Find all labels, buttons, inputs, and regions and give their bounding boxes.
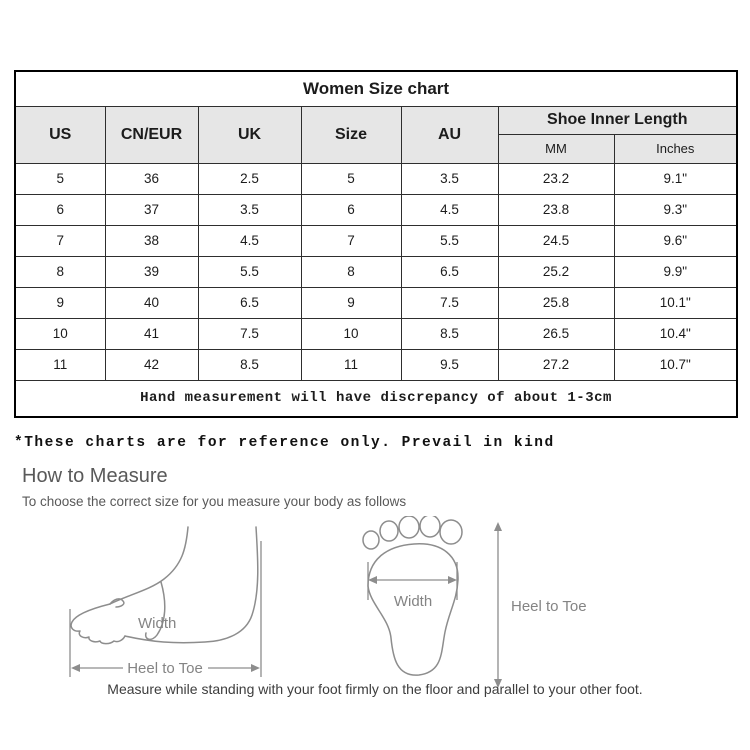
- toe-3: [399, 516, 419, 538]
- col-header-inches: Inches: [614, 134, 737, 163]
- table-cell: 6.5: [198, 287, 301, 318]
- table-row: [15, 287, 737, 318]
- col-header-cneur: CN/EUR: [105, 106, 198, 163]
- table-cell: 10: [15, 318, 105, 349]
- table-cell: 9.9": [614, 256, 737, 287]
- table-cell: 11: [15, 349, 105, 380]
- measure-instruction-caption: Measure while standing with your foot firmly on the floor and parallel to your other foot.: [107, 681, 643, 697]
- size-chart-table: [14, 70, 738, 418]
- table-cell: 9.1": [614, 163, 737, 194]
- col-header-uk: UK: [198, 106, 301, 163]
- col-header-size: Size: [301, 106, 401, 163]
- toe-4: [420, 516, 440, 537]
- table-cell: 26.5: [498, 318, 614, 349]
- table-cell: 5.5: [401, 225, 498, 256]
- col-header-mm: MM: [498, 134, 614, 163]
- table-cell: 25.2: [498, 256, 614, 287]
- table-cell: 8.5: [198, 349, 301, 380]
- table-cell: 5: [301, 163, 401, 194]
- table-cell: 36: [105, 163, 198, 194]
- side-width-label: Width: [138, 615, 177, 632]
- toe-1: [363, 531, 379, 549]
- width-arrowhead-right: [448, 576, 457, 584]
- table-cell: 7: [15, 225, 105, 256]
- table-cell: 8: [15, 256, 105, 287]
- reference-disclaimer: *These charts are for reference only. Prevail in kind: [14, 435, 555, 451]
- table-cell: 4.5: [198, 225, 301, 256]
- table-cell: 40: [105, 287, 198, 318]
- table-cell: 10.7": [614, 349, 737, 380]
- toe-5: [440, 520, 462, 544]
- table-cell: 10: [301, 318, 401, 349]
- how-to-measure-subheading: To choose the correct size for you measure your body as follows: [22, 494, 407, 509]
- table-cell: 9: [15, 287, 105, 318]
- table-cell: 8: [301, 256, 401, 287]
- table-cell: 9: [301, 287, 401, 318]
- table-cell: 7.5: [198, 318, 301, 349]
- col-header-au: AU: [401, 106, 498, 163]
- print-width-label: Width: [393, 593, 433, 610]
- table-cell: 8.5: [401, 318, 498, 349]
- table-cell: 9.5: [401, 349, 498, 380]
- col-group-header-shoe-inner-length: Shoe Inner Length: [498, 106, 737, 134]
- table-cell: 6: [15, 194, 105, 225]
- table-row: [15, 194, 737, 225]
- table-cell: 6.5: [401, 256, 498, 287]
- table-footer-row: [15, 380, 737, 417]
- side-foot-illustration: [60, 525, 272, 683]
- table-cell: 9.6": [614, 225, 737, 256]
- table-header-row: [15, 106, 737, 134]
- table-cell: 27.2: [498, 349, 614, 380]
- table-title: Women Size chart: [15, 71, 737, 106]
- table-cell: 10.4": [614, 318, 737, 349]
- table-cell: 3.5: [198, 194, 301, 225]
- col-header-us: US: [15, 106, 105, 163]
- table-row: [15, 163, 737, 194]
- table-cell: 5.5: [198, 256, 301, 287]
- foot-instep-line: [110, 527, 188, 604]
- table-cell: 3.5: [401, 163, 498, 194]
- table-cell: 41: [105, 318, 198, 349]
- table-cell: 37: [105, 194, 198, 225]
- how-to-measure-heading: How to Measure: [22, 465, 168, 487]
- table-cell: 5: [15, 163, 105, 194]
- table-cell: 39: [105, 256, 198, 287]
- length-arrowhead-top: [494, 522, 502, 531]
- table-cell: 10.1": [614, 287, 737, 318]
- arrowhead-right: [251, 664, 260, 672]
- table-cell: 9.3": [614, 194, 737, 225]
- table-row: [15, 318, 737, 349]
- print-length-label: Heel to Toe: [511, 598, 587, 615]
- measurement-discrepancy-note: Hand measurement will have discrepancy of about 1-3cm: [15, 380, 737, 417]
- table-cell: 6: [301, 194, 401, 225]
- table-cell: 24.5: [498, 225, 614, 256]
- table-cell: 23.2: [498, 163, 614, 194]
- table-row: [15, 349, 737, 380]
- table-cell: 7: [301, 225, 401, 256]
- table-cell: 2.5: [198, 163, 301, 194]
- table-cell: 7.5: [401, 287, 498, 318]
- table-cell: 42: [105, 349, 198, 380]
- foot-toes: [71, 604, 125, 644]
- footprint-illustration: [338, 516, 594, 694]
- table-row: [15, 225, 737, 256]
- side-length-label: Heel to Toe: [127, 660, 203, 677]
- table-cell: 38: [105, 225, 198, 256]
- size-table-body: [15, 163, 737, 380]
- table-cell: 11: [301, 349, 401, 380]
- table-row: [15, 256, 737, 287]
- toe-2: [380, 521, 398, 541]
- table-cell: 23.8: [498, 194, 614, 225]
- arrowhead-left: [71, 664, 80, 672]
- table-cell: 4.5: [401, 194, 498, 225]
- table-cell: 25.8: [498, 287, 614, 318]
- table-title-row: [15, 71, 737, 106]
